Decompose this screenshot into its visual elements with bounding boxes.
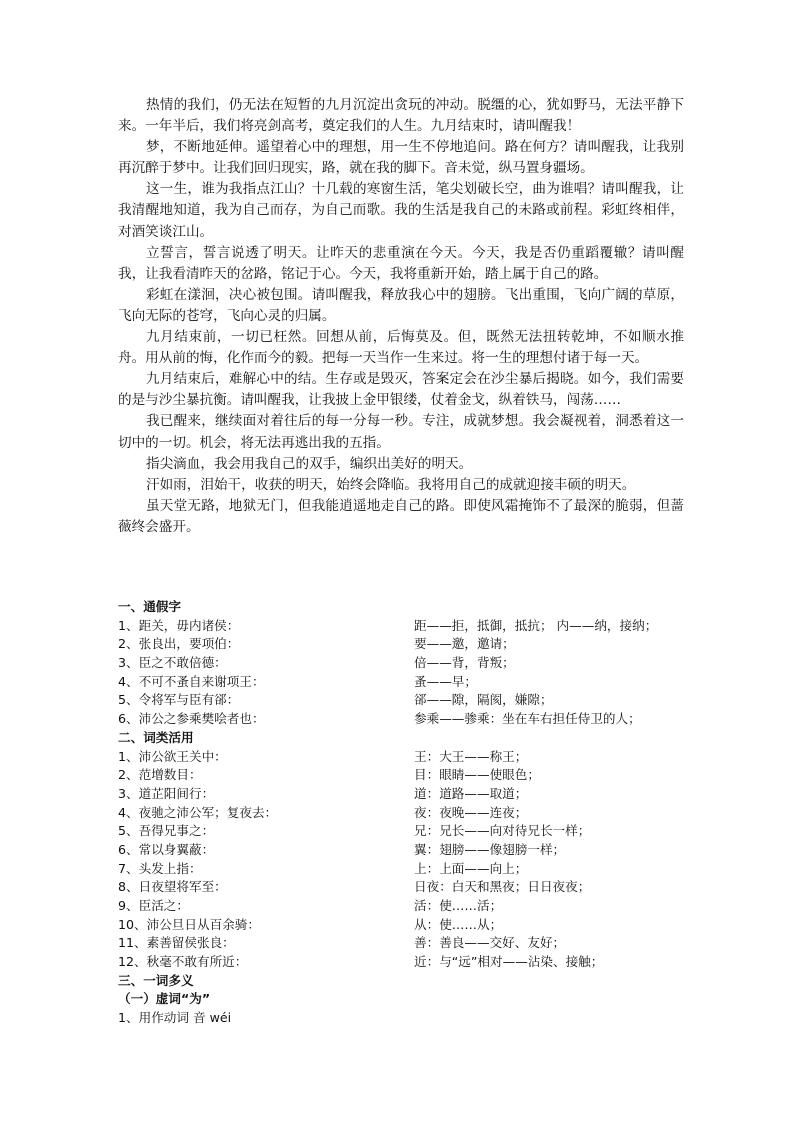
- note-explanation: 翼：翅膀——像翅膀一样；: [414, 841, 566, 857]
- note-row: [118, 691, 698, 710]
- note-explanation: 活：使……活；: [414, 898, 503, 913]
- note-row: [118, 860, 698, 879]
- note-row: [118, 841, 698, 860]
- note-row: [118, 785, 698, 804]
- note-row: [118, 916, 698, 935]
- note-explanation: 上：上面——向上；: [414, 860, 528, 876]
- note-row: [118, 878, 698, 897]
- note-sentence: 3、道芷阳间行：: [118, 785, 215, 801]
- note-sentence: 7、头发上指：: [118, 860, 202, 876]
- note-sentence: 6、常以身翼蔽：: [118, 841, 215, 857]
- note-explanation: 夜：夜晚——连夜；: [414, 804, 528, 820]
- essay-paragraph: 指尖滴血，我会用我自己的双手，编织出美好的明天。: [146, 455, 473, 472]
- note-row: [118, 766, 698, 785]
- note-sentence: 3、臣之不敢倍德：: [118, 655, 227, 671]
- note-row: [118, 673, 698, 692]
- note-explanation: 从：使……从；: [414, 916, 503, 932]
- section-heading-yiciduoyi: 三、一词多义: [118, 972, 194, 988]
- note-explanation: 要——邀，邀请；: [414, 636, 515, 652]
- note-sentence: 5、吾得兄事之：: [118, 823, 215, 839]
- note-sentence: 10、沛公旦日从百余骑：: [118, 916, 260, 932]
- note-sentence: 6、沛公之参乘樊哙者也：: [118, 711, 265, 727]
- section-heading-tongjiazi: 一、通假字: [118, 599, 181, 614]
- section-heading-cileihuoyong: 二、词类活用: [118, 729, 194, 745]
- essay-paragraph: 汗如雨，泪始干，收获的明天，始终会降临。我将用自己的成就迎接丰硕的明天。: [146, 476, 636, 493]
- note-row: [118, 953, 698, 972]
- essay-paragraph: 这一生，谁为我指点江山？十几载的寒窗生活，笔尖划破长空，曲为谁唱？请叫醒我，让我清醒地知道，我为自己而存，为自己而歌。我的生活是我自己的未路或前程。彩虹终相伴，对酒笑谈江山。: [118, 181, 684, 240]
- note-sentence: 4、不可不蚤自来谢项王：: [118, 673, 265, 689]
- note-sentence: 8、日夜望将军至：: [118, 879, 227, 895]
- note-explanation: 日夜：白天和黑夜；日日夜夜；: [414, 879, 591, 895]
- essay-paragraph: 我已醒来，继续面对着往后的每一分每一秒。专注，成就梦想。我会凝视着，洞悉着这一切中的一切。机会，将无法再逃出我的五指。: [118, 413, 684, 451]
- note-explanation: 蚤——早；: [414, 673, 477, 689]
- note-sentence: 11、素善留侯张良：: [118, 935, 235, 951]
- note-explanation: 距——拒，抵御，抵抗； 内——纳，接纳；: [414, 617, 658, 633]
- note-explanation: 参乘——骖乘：坐在车右担任侍卫的人；: [414, 711, 641, 727]
- note-sentence: 12、秋毫不敢有所近：: [118, 954, 248, 970]
- essay-paragraph: 梦，不断地延伸。遥望着心中的理想，用一生不停地追问。路在何方？请叫醒我，让我别再沉醉于梦中。让我们回归现实，路，就在我的脚下。音未觉，纵马置身疆场。: [118, 139, 684, 177]
- note-sentence: 4、夜驰之沛公军；复夜去：: [118, 804, 278, 820]
- note-row: [118, 617, 698, 636]
- note-explanation: 郤——隙，隔阂，嫌隙；: [414, 692, 553, 708]
- note-row: [118, 804, 698, 823]
- note-explanation: 道：道路——取道；: [414, 785, 528, 801]
- note-row: [118, 710, 698, 729]
- note-explanation: 王：大王——称王；: [414, 748, 528, 764]
- note-explanation: 兄：兄长——向对待兄长一样；: [414, 823, 591, 839]
- study-notes: [118, 598, 698, 1028]
- note-row: [118, 934, 698, 953]
- note-sentence: 1、沛公欲王关中：: [118, 748, 227, 764]
- note-sentence: 1、距关，毋内诸侯：: [118, 617, 240, 633]
- note-row: [118, 748, 698, 767]
- essay-paragraph: 虽天堂无路，地狱无门，但我能逍遥地走自己的路。即使风霜掩饰不了最深的脆弱，但蔷薇终会盛开。: [118, 497, 684, 535]
- note-explanation: 善：善良——交好、友好；: [414, 935, 566, 951]
- subsection-heading-wei: （一）虚词“为”: [118, 991, 211, 1007]
- essay-paragraph: 彩虹在漾洄，决心被包围。请叫醒我，释放我心中的翅膀。飞出重围，飞向广阔的草原，飞向无际的苍穹，飞向心灵的归属。: [118, 286, 684, 324]
- note-row: [118, 635, 698, 654]
- essay-body: [118, 95, 684, 538]
- note-line: 1、用作动词 音 wéi: [118, 1010, 232, 1026]
- note-explanation: 近：与“远”相对——沾染、接触；: [414, 954, 604, 970]
- essay-paragraph: 九月结束后，难解心中的结。生存或是毁灭，答案定会在沙尘暴后揭晓。如今，我们需要的是与沙尘暴抗衡。请叫醒我，让我披上金甲银缕，仗着金戈，纵着铁马，闯荡……: [118, 371, 684, 409]
- note-row: [118, 654, 698, 673]
- essay-paragraph: 九月结束前，一切已枉然。回想从前，后悔莫及。但，既然无法扭转乾坤，不如顺水推舟。用从前的悔，化作而今的毅。把每一天当作一生来过。将一生的理想付诸于每一天。: [118, 329, 684, 367]
- note-row: [118, 822, 698, 841]
- note-row: [118, 897, 698, 916]
- note-sentence: 2、范增数目：: [118, 767, 202, 783]
- note-sentence: 2、张良出，要项伯：: [118, 636, 240, 652]
- note-sentence: 9、臣活之：: [118, 898, 189, 913]
- note-explanation: 倍——背，背叛；: [414, 655, 515, 671]
- note-explanation: 目：眼睛——使眼色；: [414, 767, 540, 783]
- essay-paragraph: 立誓言，誓言说透了明天。让昨天的悲重演在今天。今天，我是否仍重蹈覆辙？请叫醒我，让我看清昨天的岔路，铭记于心。今天，我将重新开始，踏上属于自己的路。: [118, 244, 684, 282]
- note-sentence: 5、令将军与臣有郤：: [118, 692, 240, 708]
- essay-paragraph: 热情的我们，仍无法在短暂的九月沉淀出贪玩的冲动。脱缰的心，犹如野马，无法平静下来。一年半后，我们将亮剑高考，奠定我们的人生。九月结束时，请叫醒我！: [118, 97, 684, 135]
